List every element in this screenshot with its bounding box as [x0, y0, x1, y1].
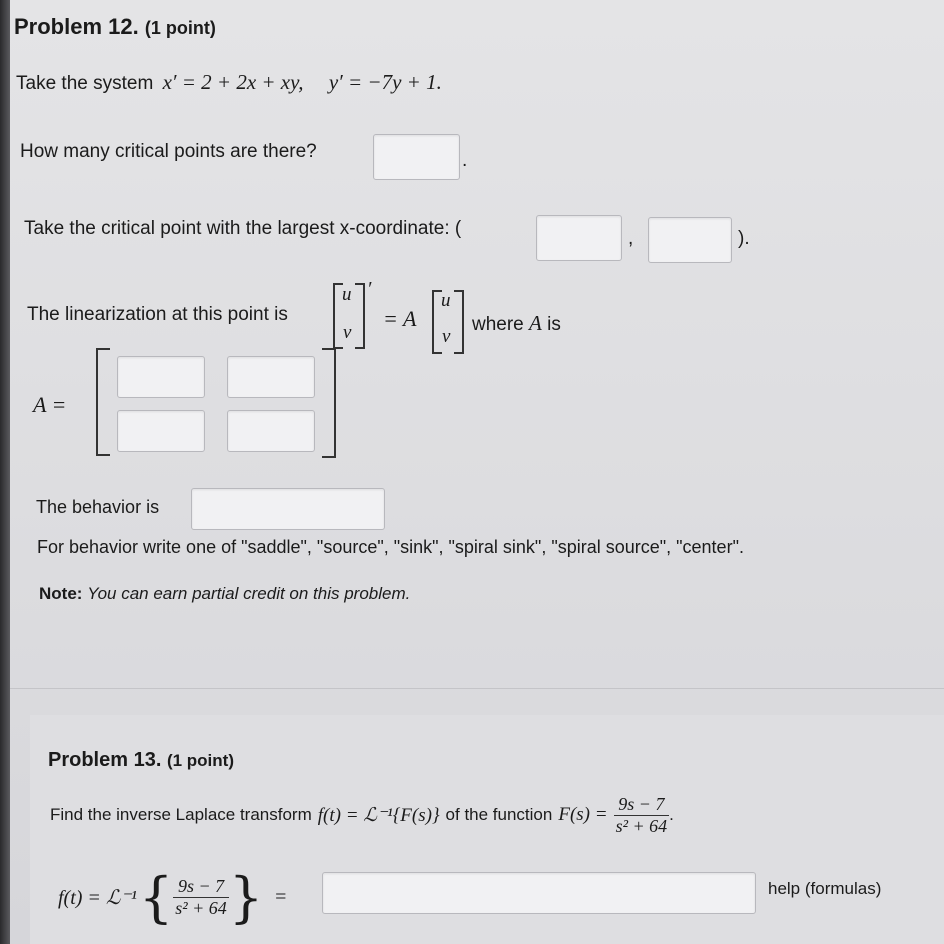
vector-v: v: [343, 322, 352, 343]
vector2-u: u: [441, 290, 451, 311]
vector-right-bracket: [355, 283, 365, 349]
problem-12-points: (1 point): [144, 18, 216, 38]
equation-x-prime: x′ = 2 + 2x + xy,: [162, 70, 304, 94]
fraction-denominator: s² + 64: [615, 815, 668, 836]
vector2-v: v: [442, 326, 451, 347]
answer-numerator: 9s − 7: [173, 876, 229, 898]
function-lhs: F(s) =: [558, 804, 608, 825]
where-clause: [472, 311, 561, 336]
problem-13-title: Problem 13.: [48, 749, 162, 771]
answer-denominator: s² + 64: [175, 897, 227, 918]
prompt-mid: of the function: [445, 805, 553, 824]
is-text: is: [547, 314, 561, 335]
note-label: Note:: [39, 584, 83, 603]
answer-equals: =: [275, 885, 287, 908]
critical-count-question: How many critical points are there?: [20, 141, 317, 162]
matrix-a11-input[interactable]: [117, 356, 205, 398]
system-prefix: Take the system: [16, 73, 154, 94]
problem-12-title: Problem 12.: [14, 14, 139, 39]
matrix-right-bracket: [322, 348, 336, 458]
answer-fraction: [173, 876, 229, 919]
transform-expression: f(t) = ℒ⁻¹{F(s)}: [317, 804, 440, 826]
matrix-a21-input[interactable]: [117, 410, 205, 452]
problem-13-heading: [48, 749, 234, 772]
screen-bezel: [0, 0, 10, 944]
problem-13-points: (1 point): [166, 751, 234, 770]
laplace-answer-input[interactable]: [322, 872, 756, 914]
system-line: [16, 70, 442, 95]
problem-12-heading: [14, 14, 216, 40]
equation-y-prime: y′ = −7y + 1.: [328, 70, 442, 94]
critical-count-input[interactable]: [373, 134, 460, 180]
behavior-input[interactable]: [191, 488, 385, 530]
coord-comma: ,: [628, 228, 634, 249]
help-formulas-link[interactable]: help (formulas): [768, 879, 882, 898]
problem-divider: [10, 688, 944, 689]
linearization-prefix: The linearization at this point is: [27, 304, 288, 325]
problem-13-prompt: [50, 785, 674, 845]
matrix-a12-input[interactable]: [227, 356, 315, 398]
note-line: [39, 584, 410, 604]
equals-A: = A: [383, 306, 417, 331]
where-text: where: [472, 314, 524, 335]
right-brace: }: [228, 865, 264, 929]
critical-count-period: .: [462, 150, 468, 171]
function-period: .: [669, 805, 674, 824]
fraction-numerator: 9s − 7: [614, 794, 670, 816]
prompt-prefix: Find the inverse Laplace transform: [50, 805, 312, 824]
behavior-label: The behavior is: [36, 497, 160, 517]
answer-line: [58, 862, 286, 932]
function-fraction: [614, 794, 670, 837]
behavior-hint: For behavior write one of "saddle", "source", "sink", "spiral sink", "spiral source", "center".: [37, 537, 744, 557]
answer-lhs: f(t) = ℒ⁻¹: [58, 886, 137, 909]
vector-u: u: [342, 284, 352, 305]
note-text: You can earn partial credit on this problem.: [87, 584, 411, 603]
vector2-right-bracket: [454, 290, 464, 354]
critical-point-y-input[interactable]: [648, 217, 732, 263]
largest-x-question: Take the critical point with the largest x-coordinate: (: [24, 218, 462, 239]
critical-point-x-input[interactable]: [536, 215, 622, 261]
left-brace: {: [138, 865, 174, 929]
where-var: A: [529, 311, 542, 335]
matrix-label: A =: [33, 392, 67, 417]
matrix-left-bracket: [96, 348, 110, 456]
coord-close-paren: ).: [738, 228, 750, 249]
matrix-a22-input[interactable]: [227, 410, 315, 452]
vector-prime: ′: [367, 278, 372, 300]
